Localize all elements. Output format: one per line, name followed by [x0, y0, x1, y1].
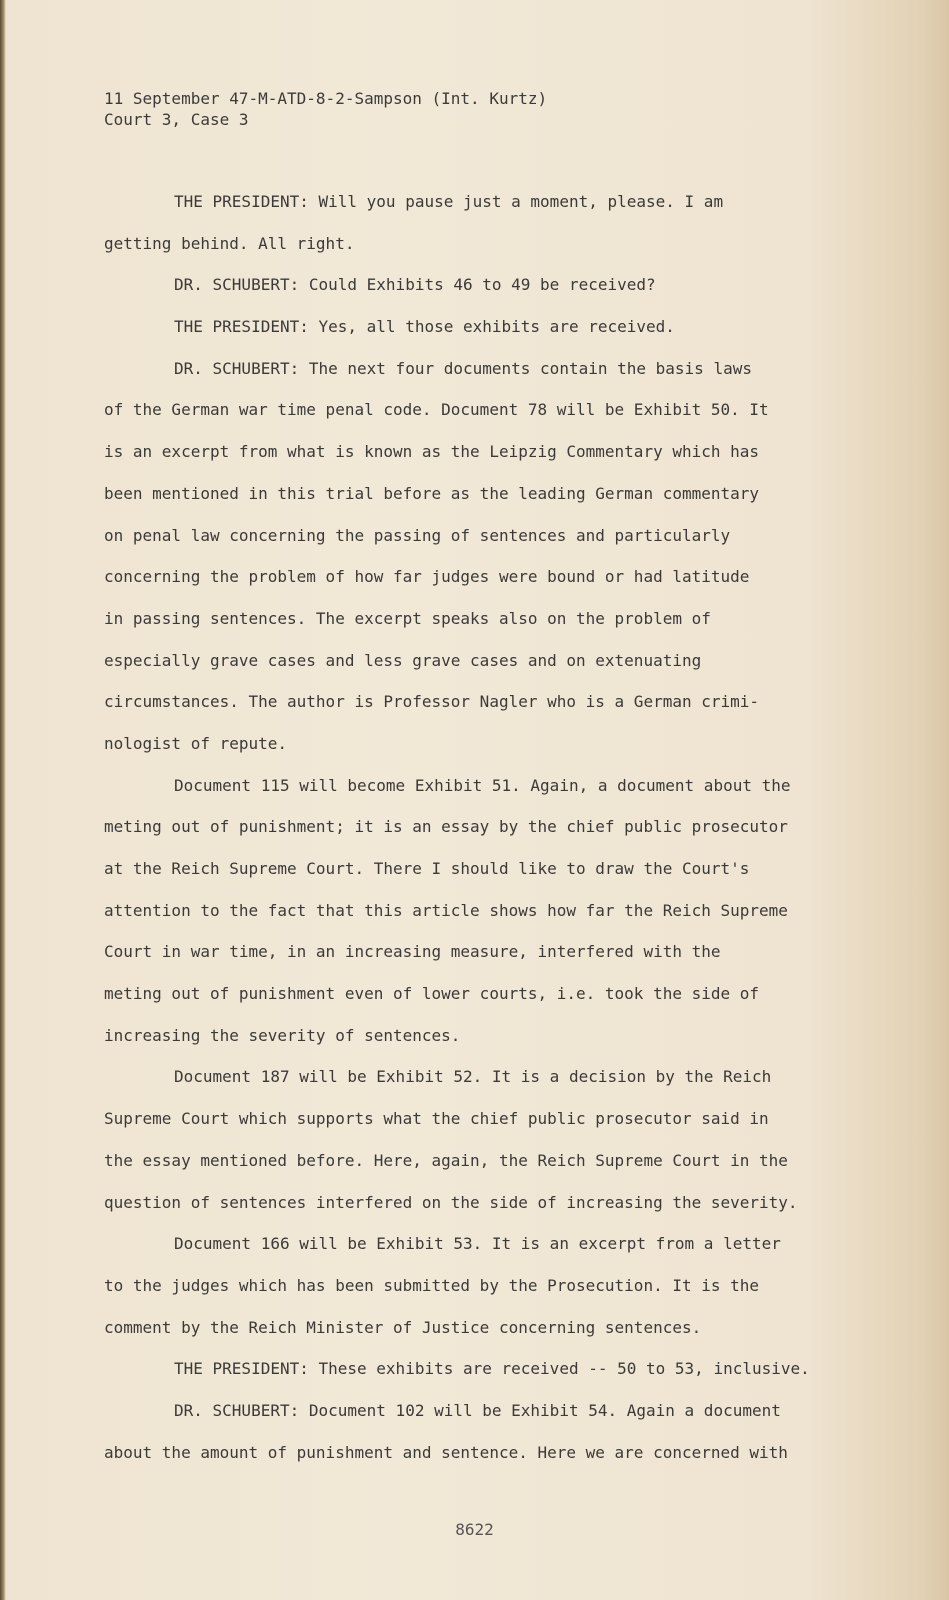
transcript-line: about the amount of punishment and sentence. Here we are concerned with: [104, 1442, 788, 1462]
transcript-line: Supreme Court which supports what the chief public prosecutor said in: [104, 1109, 769, 1129]
transcript-line: circumstances. The author is Professor Nagler who is a German crimi-: [104, 692, 760, 712]
transcript-line: Document 166 will be Exhibit 53. It is an excerpt from a letter: [174, 1234, 781, 1254]
transcript-line: especially grave cases and less grave cases and on extenuating: [104, 650, 702, 670]
page-edge-shadow: [0, 0, 6, 1600]
transcript-line: to the judges which has been submitted by the Prosecution. It is the: [104, 1275, 760, 1295]
transcript-line: Document 187 will be Exhibit 52. It is a decision by the Reich: [174, 1067, 772, 1087]
transcript-line: DR. SCHUBERT: Document 102 will be Exhibit 54. Again a document: [174, 1400, 781, 1420]
transcript-line: on penal law concerning the passing of sentences and particularly: [104, 525, 731, 545]
transcript-line: DR. SCHUBERT: Could Exhibits 46 to 49 be received?: [174, 275, 656, 295]
transcript-line: getting behind. All right.: [104, 233, 355, 253]
transcript-line: been mentioned in this trial before as the leading German commentary: [104, 483, 760, 503]
transcript-line: meting out of punishment; it is an essay by the chief public prosecutor: [104, 817, 788, 837]
transcript-line: THE PRESIDENT: Yes, all those exhibits are received.: [174, 317, 675, 337]
transcript-line: the essay mentioned before. Here, again, the Reich Supreme Court in the: [104, 1150, 788, 1170]
transcript-line: increasing the severity of sentences.: [104, 1025, 461, 1045]
transcript-line: question of sentences interfered on the side of increasing the severity.: [104, 1192, 798, 1212]
transcript-line: meting out of punishment even of lower courts, i.e. took the side of: [104, 984, 760, 1004]
transcript-line: in passing sentences. The excerpt speaks also on the problem of: [104, 608, 711, 628]
document-header: [104, 88, 547, 130]
transcript-line: Document 115 will become Exhibit 51. Again, a document about the: [174, 775, 791, 795]
header-session-line: 11 September 47-M-ATD-8-2-Sampson (Int. Kurtz): [104, 89, 548, 108]
transcript-line: Court in war time, in an increasing measure, interfered with the: [104, 942, 721, 962]
transcript-line: DR. SCHUBERT: The next four documents contain the basis laws: [174, 358, 752, 378]
page-number: 8622: [455, 1520, 494, 1539]
transcript-line: attention to the fact that this article shows how far the Reich Supreme: [104, 900, 788, 920]
transcript-line: nologist of repute.: [104, 733, 288, 753]
transcript-line: of the German war time penal code. Document 78 will be Exhibit 50. It: [104, 400, 769, 420]
transcript-line: THE PRESIDENT: These exhibits are received -- 50 to 53, inclusive.: [174, 1359, 810, 1379]
transcript-line: concerning the problem of how far judges were bound or had latitude: [104, 567, 750, 587]
transcript-line: THE PRESIDENT: Will you pause just a moment, please. I am: [174, 192, 724, 211]
header-court-line: Court 3, Case 3: [104, 110, 249, 129]
transcript-line: is an excerpt from what is known as the Leipzig Commentary which has: [104, 442, 760, 462]
transcript-body: [104, 190, 844, 1482]
transcript-line: at the Reich Supreme Court. There I should like to draw the Court's: [104, 859, 750, 878]
transcript-line: comment by the Reich Minister of Justice concerning sentences.: [104, 1317, 702, 1337]
